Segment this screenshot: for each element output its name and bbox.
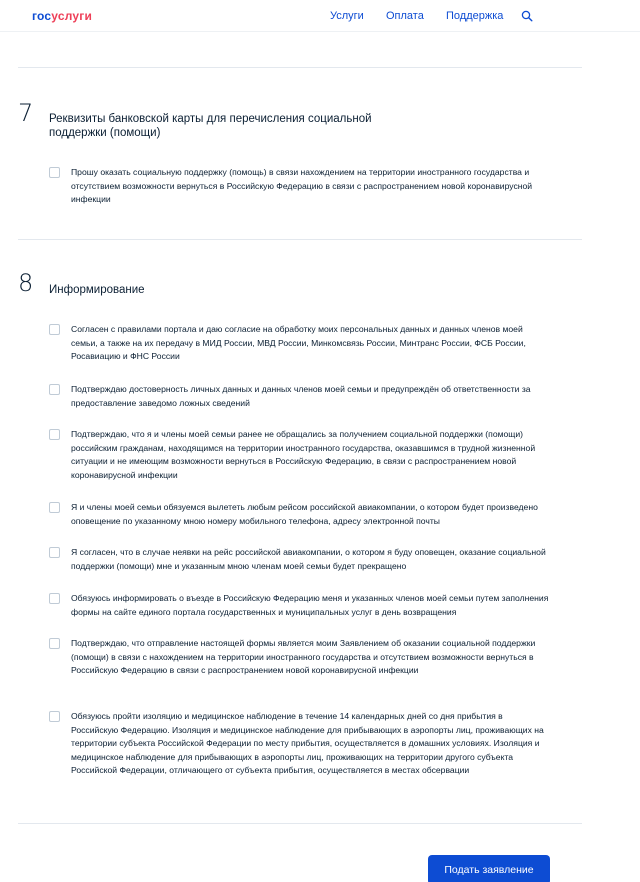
section-divider: [18, 67, 582, 68]
checkbox-label[interactable]: Я согласен, что в случае неявки на рейс российской авиакомпании, о котором я буду оповещен, оказание социальной поддержки (помощи) мне и указанным мною членам моей семьи будет прекращено: [71, 547, 546, 571]
checkbox[interactable]: [49, 384, 60, 395]
checkbox[interactable]: [49, 547, 60, 558]
checkbox[interactable]: [49, 711, 60, 722]
checkbox[interactable]: [49, 429, 60, 440]
checkbox[interactable]: [49, 324, 60, 335]
checkbox-label[interactable]: Обязуюсь информировать о въезде в Российскую Федерацию меня и указанных членов моей семьи путем заполнения формы на сайте единого портала государственных и муниципальных услуг в день возвращения: [71, 593, 549, 617]
search-icon[interactable]: [521, 10, 533, 22]
section-number: 8: [18, 269, 34, 297]
checkbox-label[interactable]: Согласен с правилами портала и даю согласие на обработку моих персональных данных и данных членов моей семьи, а также на их передачу в МИД России, МВД России, Минкомсвязь России, Минтранс России, ФСБ России, Росавиацию и ФНС России: [71, 324, 526, 362]
checkbox[interactable]: [49, 638, 60, 649]
nav-link-services[interactable]: Услуги: [330, 10, 364, 22]
checkbox-label[interactable]: Прошу оказать социальную поддержку (помощь) в связи нахождением на территории иностранного государства и отсутствием возможности вернуться в Российскую Федерацию в связи с распространением новой коронавирусной инфекции: [71, 167, 533, 205]
submit-application-button[interactable]: Подать заявление: [428, 855, 550, 882]
logo-part-gos: гос: [32, 9, 52, 23]
checkbox-label[interactable]: Подтверждаю, что я и члены моей семьи ранее не обращались за получением социальной поддержки (помощи) российским гражданам, находящимся на территории иностранного государства, оказавшимся в трудной жизненной ситуации и не имеющим возможности вернуться в Российскую Федерацию, в связи с распространением новой коронавирусной инфекции: [71, 429, 536, 480]
logo-part-uslugi: услуги: [51, 9, 93, 23]
checkbox-label[interactable]: Подтверждаю достоверность личных данных и данных членов моей семьи и предупреждён об ответственности за предоставление заведомо ложных сведений: [71, 384, 531, 408]
section-title: Реквизиты банковской карты для перечисления социальной поддержки (помощи): [49, 113, 372, 139]
gosuslugi-logo[interactable]: [32, 9, 92, 23]
checkbox-label[interactable]: Подтверждаю, что отправление настоящей формы является моим Заявлением об оказании социальной поддержки (помощи) в связи с нахождением на территории иностранного государства и отсутствием возможности вернуться в Российскую Федерацию в связи с распространением новой коронавирусной инфекции: [71, 638, 536, 676]
nav-link-support[interactable]: Поддержка: [446, 10, 504, 22]
section-divider: [18, 239, 582, 240]
checkbox-label[interactable]: Обязуюсь пройти изоляцию и медицинское наблюдение в течение 14 календарных дней со дня прибытия в Российскую Федерацию. Изоляция и медицинское наблюдение для прибывающих в аэропорты лиц, проживающих на территории субъекта Российской Федерации по месту прибытия, осуществляется в домашних условиях. Изоляция и медицинское наблюдение для прибывающих в аэропорты лиц, проживающих на территории другого субъекта Российской Федерации, отличающего от субъекта прибытия, осуществляется в местах обсервации: [71, 711, 544, 776]
nav-link-payment[interactable]: Оплата: [386, 10, 424, 22]
checkbox[interactable]: [49, 502, 60, 513]
checkbox-label[interactable]: Я и члены моей семьи обязуемся вылететь любым рейсом российской авиакомпании, о котором будет произведено оповещение по указанному мною номеру мобильного телефона, адресу электронной почты: [71, 502, 538, 526]
section-divider: [18, 823, 582, 824]
checkbox[interactable]: [49, 593, 60, 604]
section-number: 7: [18, 99, 34, 127]
top-header: [0, 0, 640, 32]
section-title: Информирование: [49, 284, 145, 296]
checkbox[interactable]: [49, 167, 60, 178]
